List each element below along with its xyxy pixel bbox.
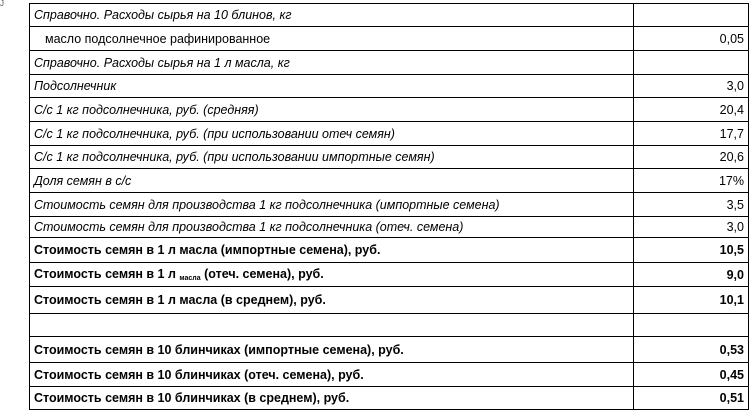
row-value[interactable]: 9,0 (634, 263, 749, 287)
table-row (30, 98, 749, 122)
row-value[interactable] (634, 314, 749, 337)
row-label[interactable]: Справочно. Расходы сырья на 10 блинов, кг (30, 4, 634, 27)
row-value[interactable] (634, 4, 749, 27)
row-label-sub: масла (179, 275, 201, 282)
table-row (30, 193, 749, 217)
row-label[interactable]: Стоимость семян в 10 блинчиках (в среднем), руб. (30, 387, 634, 410)
row-value[interactable]: 0,51 (634, 387, 749, 410)
table-row (30, 263, 749, 287)
table-row (30, 169, 749, 193)
table-row (30, 4, 749, 27)
row-label[interactable]: Стоимость семян в 1 л масла (импортные семена), руб. (30, 238, 634, 263)
row-value[interactable]: 20,4 (634, 98, 749, 122)
row-value[interactable]: 17% (634, 169, 749, 193)
row-label[interactable]: Стоимость семян для производства 1 кг подсолнечника (отеч. семена) (30, 217, 634, 238)
table-row (30, 51, 749, 75)
row-value[interactable] (634, 51, 749, 75)
table-row (30, 122, 749, 146)
table-row (30, 146, 749, 169)
row-label[interactable]: С/с 1 кг подсолнечника, руб. (при использовании отеч семян) (30, 122, 634, 146)
row-value[interactable]: 0,05 (634, 27, 749, 51)
corner-mark: J (0, 0, 4, 8)
table-row (30, 387, 749, 410)
row-value[interactable]: 3,5 (634, 193, 749, 217)
row-label[interactable]: Стоимость семян в 1 л масла (в среднем), руб. (30, 287, 634, 314)
table-row (30, 27, 749, 51)
row-label[interactable]: Стоимость семян для производства 1 кг подсолнечника (импортные семена) (30, 193, 634, 217)
row-value[interactable]: 0,53 (634, 337, 749, 363)
row-label[interactable]: Стоимость семян в 10 блинчиках (импортные семена), руб. (30, 337, 634, 363)
cost-table (29, 3, 749, 410)
table-row (30, 337, 749, 363)
row-label[interactable]: Справочно. Расходы сырья на 1 л масла, кг (30, 51, 634, 75)
table-row (30, 287, 749, 314)
row-label[interactable]: С/с 1 кг подсолнечника, руб. (при использовании импортные семян) (30, 146, 634, 169)
row-value[interactable]: 3,0 (634, 75, 749, 98)
row-label[interactable]: Стоимость семян в 10 блинчиках (отеч. семена), руб. (30, 363, 634, 387)
row-label-post: (отеч. семена), руб. (204, 267, 324, 281)
row-value[interactable]: 3,0 (634, 217, 749, 238)
table-row (30, 363, 749, 387)
row-value[interactable]: 17,7 (634, 122, 749, 146)
table-row (30, 75, 749, 98)
row-value[interactable]: 20,6 (634, 146, 749, 169)
row-label[interactable]: Подсолнечник (30, 75, 634, 98)
row-value[interactable]: 10,1 (634, 287, 749, 314)
row-label[interactable] (30, 263, 634, 287)
row-label-pre: Стоимость семян в 1 л (34, 267, 176, 281)
row-label[interactable] (30, 314, 634, 337)
row-label[interactable]: С/с 1 кг подсолнечника, руб. (средняя) (30, 98, 634, 122)
table-row (30, 217, 749, 238)
row-label[interactable]: масло подсолнечное рафинированное (30, 27, 634, 51)
row-label[interactable]: Доля семян в с/с (30, 169, 634, 193)
table-row-empty (30, 314, 749, 337)
row-value[interactable]: 0,45 (634, 363, 749, 387)
row-value[interactable]: 10,5 (634, 238, 749, 263)
table-row (30, 238, 749, 263)
